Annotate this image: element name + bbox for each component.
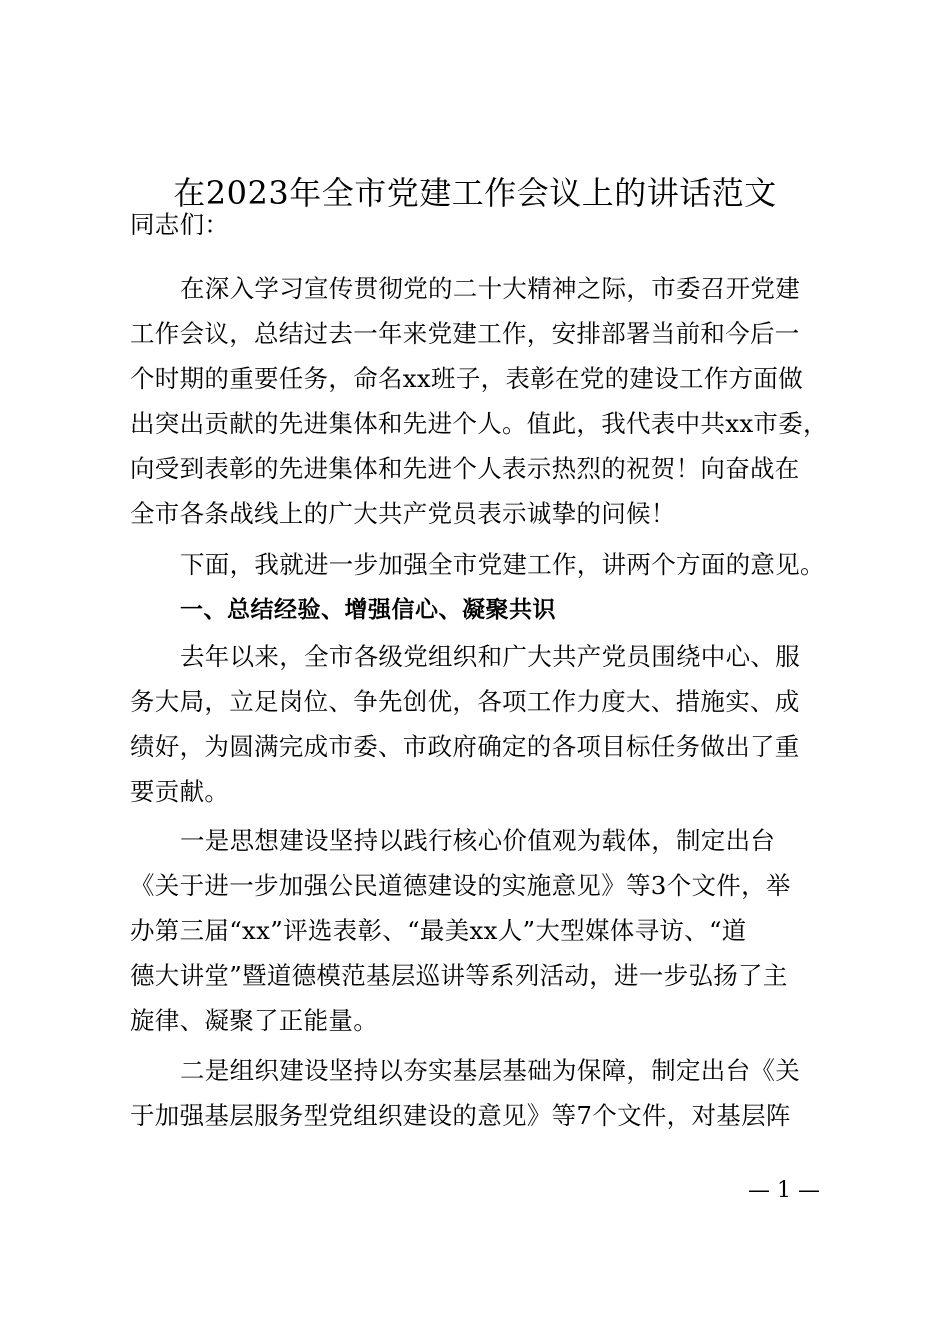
text-line: 出突出贡献的先进集体和先进个人。值此，我代表中共xx市委， — [130, 409, 828, 438]
paragraph-opening — [130, 266, 828, 536]
section-heading-text: 一、总结经验、增强信心、凝聚共识 — [180, 597, 556, 623]
text-line: 务大局，立足岗位、争先创优，各项工作力度大、措施实、成 — [130, 687, 800, 716]
salutation: 同志们： — [130, 210, 230, 239]
text-line: 绩好，为圆满完成市委、市政府确定的各项目标任务做出了重 — [130, 732, 800, 761]
text-line: 工作会议，总结过去一年来党建工作，安排部署当前和今后一 — [130, 319, 800, 348]
text-line: 在深入学习宣传贯彻党的二十大精神之际，市委召开党建 — [180, 274, 800, 303]
text-line: 德大讲堂”暨道德模范基层巡讲等系列活动，进一步弘扬了主 — [130, 961, 788, 990]
text-line: 二是组织建设坚持以夯实基层基础为保障，制定出台《关 — [180, 1056, 800, 1085]
paragraph-intro — [130, 542, 825, 587]
text-line: 下面，我就进一步加强全市党建工作，讲两个方面的意见。 — [180, 550, 825, 579]
text-line: 全市各条战线上的广大共产党员表示诚挚的问候！ — [130, 499, 676, 528]
page-number: — 1 — — [748, 1178, 820, 1203]
text-line: 向受到表彰的先进集体和先进个人表示热烈的祝贺！向奋战在 — [130, 454, 800, 483]
paragraph-organization — [130, 1048, 820, 1138]
document-body — [130, 202, 820, 247]
section-heading — [130, 588, 820, 633]
text-line: 去年以来，全市各级党组织和广大共产党员围绕中心、服 — [180, 642, 800, 671]
text-line: 一是思想建设坚持以践行核心价值观为载体，制定出台 — [180, 826, 776, 855]
text-line: 《关于进一步加强公民道德建设的实施意见》等3个文件，举 — [130, 871, 791, 900]
text-line: 办第三届“xx”评选表彰、“最美xx人”大型媒体寻访、“道 — [130, 916, 747, 945]
paragraph-summary — [130, 634, 820, 814]
text-line: 要贡献。 — [130, 777, 230, 806]
text-line: 旋律、凝聚了正能量。 — [130, 1006, 378, 1035]
document-title: 在2023年全市党建工作会议上的讲话范文 — [173, 174, 777, 212]
text-line: 于加强基层服务型党组织建设的意见》等7个文件，对基层阵 — [130, 1101, 791, 1130]
paragraph-ideology — [130, 818, 820, 1043]
text-line: 个时期的重要任务，命名xx班子，表彰在党的建设工作方面做 — [130, 364, 804, 393]
